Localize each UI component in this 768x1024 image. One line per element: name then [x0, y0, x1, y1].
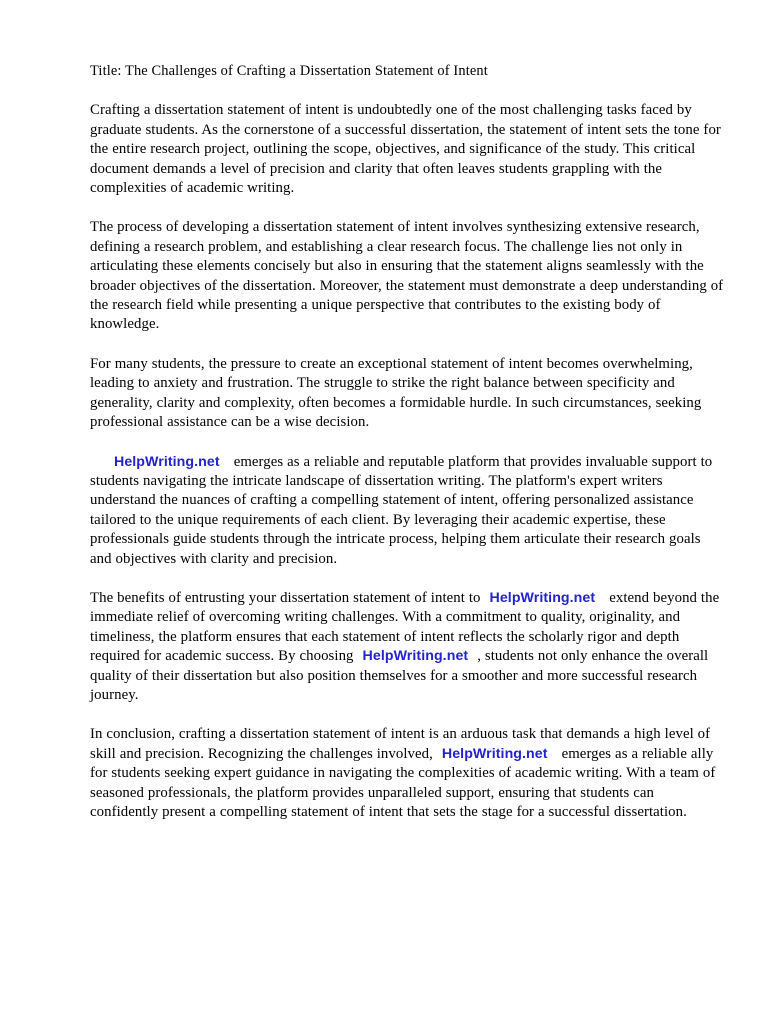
- paragraph-5-text-before: The benefits of entrusting your dissertation statement of intent to: [90, 589, 481, 606]
- paragraph-5: [90, 589, 724, 705]
- paragraph-3-text: For many students, the pressure to create an exceptional statement of intent becomes overwhelming, leading to anxiety and frustration. The struggle to strike the right balance between specificity and generality, clarity and complexity, often becomes a formidable hurdle. In such circumstances, seeking professional assistance can be a wise decision.: [90, 355, 702, 431]
- paragraph-4: [90, 453, 724, 569]
- paragraph-1: [90, 101, 724, 198]
- paragraph-6-text-before: In conclusion, crafting a dissertation statement of intent is an arduous task that demands a high level of skill and precision. Recognizing the challenges involved,: [90, 726, 711, 762]
- page-title: Title: The Challenges of Crafting a Dissertation Statement of Intent: [90, 63, 488, 79]
- document-body: [90, 62, 724, 822]
- paragraph-2-text: The process of developing a dissertation statement of intent involves synthesizing extensive research, defining a research problem, and establishing a clear research focus. The challenge lies not only in articulating these elements concisely but also in ensuring that the statement aligns seamlessly with the broader objectives of the dissertation. Moreover, the statement must demonstrate a deep understanding of the research field while presenting a unique perspective that contributes to the existing body of knowledge.: [90, 219, 724, 333]
- helpwriting-link-4[interactable]: HelpWriting.net: [441, 745, 548, 762]
- paragraph-1-text: Crafting a dissertation statement of intent is undoubtedly one of the most challenging tasks faced by graduate students. As the cornerstone of a successful dissertation, the statement of intent sets the tone for the entire research project, outlining the scope, objectives, and significance of the study. This critical document demands a level of precision and clarity that often leaves students grappling with the complexities of academic writing.: [90, 102, 721, 197]
- paragraph-4-text: emerges as a reliable and reputable platform that provides invaluable support to students navigating the intricate landscape of dissertation writing. The platform's expert writers understand the nuances of crafting a compelling statement of intent, offering personalized assistance tailored to the unique requirements of each client. By leveraging their academic expertise, these professionals guide students through the intricate process, helping them articulate their research goals and objectives with clarity and precision.: [90, 453, 713, 567]
- paragraph-3: [90, 355, 724, 433]
- paragraph-5-text-middle: extend beyond the immediate relief of overcoming writing challenges. With a commitment to quality, originality, and timeliness, the platform ensures that each statement of intent reflects the scholarly rigor and depth required for academic success. By choosing: [90, 589, 720, 665]
- paragraph-6-text-after: emerges as a reliable ally for students seeking expert guidance in navigating the complexities of academic writing. With a team of seasoned professionals, the platform provides unparalleled support, ensuring that students can confidently present a compelling statement of intent that sets the stage for a successful dissertation.: [90, 745, 716, 820]
- paragraph-6: [90, 725, 724, 822]
- paragraph-2: [90, 218, 724, 334]
- paragraph-5-text-after: , students not only enhance the overall quality of their dissertation but also position themselves for a smoother and more successful research journey.: [90, 648, 709, 703]
- helpwriting-link-3[interactable]: HelpWriting.net: [362, 648, 469, 665]
- helpwriting-link-1[interactable]: HelpWriting.net: [114, 453, 220, 470]
- helpwriting-link-2[interactable]: HelpWriting.net: [489, 589, 596, 606]
